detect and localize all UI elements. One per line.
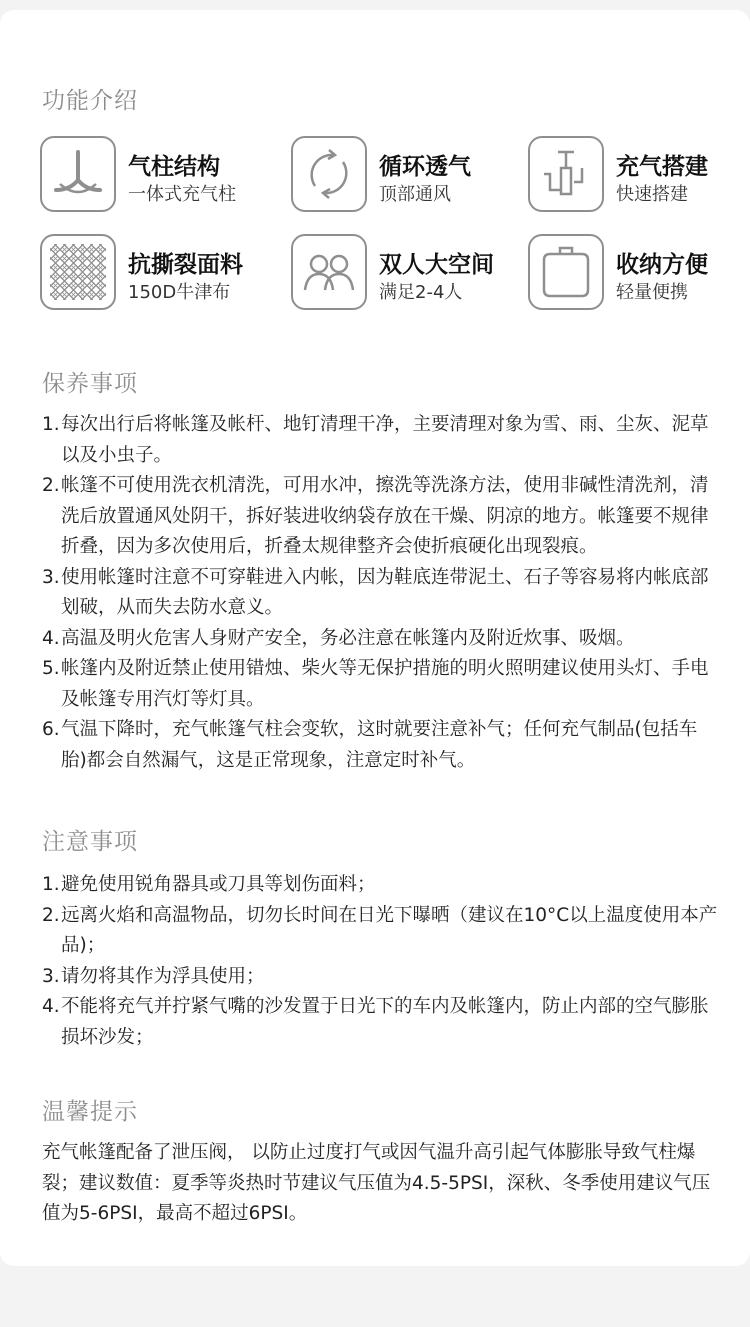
- list-item: 3. 使用帐篷时注意不可穿鞋进入内帐，因为鞋底连带泥土、石子等容易将内帐底部划破，从而失去防水意义。: [42, 566, 709, 618]
- maintenance-title: 保养事项: [42, 371, 138, 397]
- feature-storage: [528, 234, 750, 314]
- inflation-pump-icon: [528, 136, 604, 212]
- list-item: 4. 高温及明火危害人身财产安全，务必注意在帐篷内及附近炊事、吸烟。: [42, 627, 635, 649]
- list-item: 2. 帐篷不可使用洗衣机清洗，可用水冲，擦洗等洗涤方法，使用非碱性清洗剂，清洗后放置通风处阴干，拆好装进收纳袋存放在干燥、阴凉的地方。帐篷要不规律折叠，因为多次使用后，折叠太规律整齐会使折痕硬化出现裂痕。: [42, 475, 709, 557]
- feature-subtitle: 一体式充气柱: [128, 184, 236, 205]
- feature-subtitle: 轻量便携: [616, 282, 688, 303]
- list-item: 5. 帐篷内及附近禁止使用错烛、柴火等无保护措施的明火照明建议使用头灯、手电及帐篷专用汽灯等灯具。: [42, 658, 709, 710]
- feature-title: 双人大空间: [379, 252, 494, 278]
- storage-bag-icon: [528, 234, 604, 310]
- feature-title: 充气搭建: [616, 154, 708, 180]
- feature-subtitle: 满足2-4人: [379, 282, 463, 303]
- list-item: 4. 不能将充气并拧紧气嘴的沙发置于日光下的车内及帐篷内，防止内部的空气膨胀损坏沙发；: [42, 996, 709, 1048]
- list-item: 2. 远离火焰和高温物品，切勿长时间在日光下曝晒（建议在10°C以上温度使用本产品)；: [42, 904, 718, 956]
- feature-subtitle: 顶部通风: [379, 184, 451, 205]
- cautions-title: 注意事项: [42, 829, 138, 855]
- feature-subtitle: 150D牛津布: [128, 282, 231, 303]
- feature-title: 收纳方便: [616, 252, 708, 278]
- feature-inflation: [528, 136, 750, 216]
- tips-title: 温馨提示: [42, 1099, 138, 1125]
- feature-title: 气柱结构: [128, 154, 220, 180]
- cautions-list: [42, 870, 718, 1053]
- list-item: 1. 每次出行后将帐篷及帐杆、地钉清理干净，主要清理对象为雪、雨、尘灰、泥草以及小虫子。: [42, 414, 709, 466]
- feature-fabric: [40, 234, 270, 314]
- list-item: 1. 避免使用锐角器具或刀具等划伤面料；: [42, 874, 376, 895]
- list-item: 3. 请勿将其作为浮具使用；: [42, 965, 265, 987]
- feature-space: [291, 234, 521, 314]
- cycle-ventilation-icon: [291, 136, 367, 212]
- maintenance-list: [42, 410, 718, 776]
- feature-ventilation: [291, 136, 521, 216]
- air-pillar-icon: [40, 136, 116, 212]
- tips-text: 充气帐篷配备了泄压阀， 以防止过度打气或因气温升高引起气体膨胀导致气柱爆裂；建议数值：夏季等炎热时节建议气压值为4.5-5PSI，深秋、冬季使用建议气压值为5-6PSI，最高不超过6PSI。: [42, 1142, 711, 1224]
- tear-resistant-fabric-icon: [40, 234, 116, 310]
- list-item: 6. 气温下降时，充气帐篷气柱会变软，这时就要注意补气；任何充气制品(包括车胎)都会自然漏气，这是正常现象，注意定时补气。: [42, 719, 698, 771]
- features-title: 功能介绍: [42, 88, 138, 114]
- feature-title: 抗撕裂面料: [128, 252, 243, 278]
- two-people-icon: [291, 234, 367, 310]
- feature-title: 循环透气: [379, 154, 471, 180]
- feature-air-pillar: [40, 136, 270, 216]
- content-card: [0, 10, 750, 1266]
- feature-subtitle: 快速搭建: [616, 184, 688, 205]
